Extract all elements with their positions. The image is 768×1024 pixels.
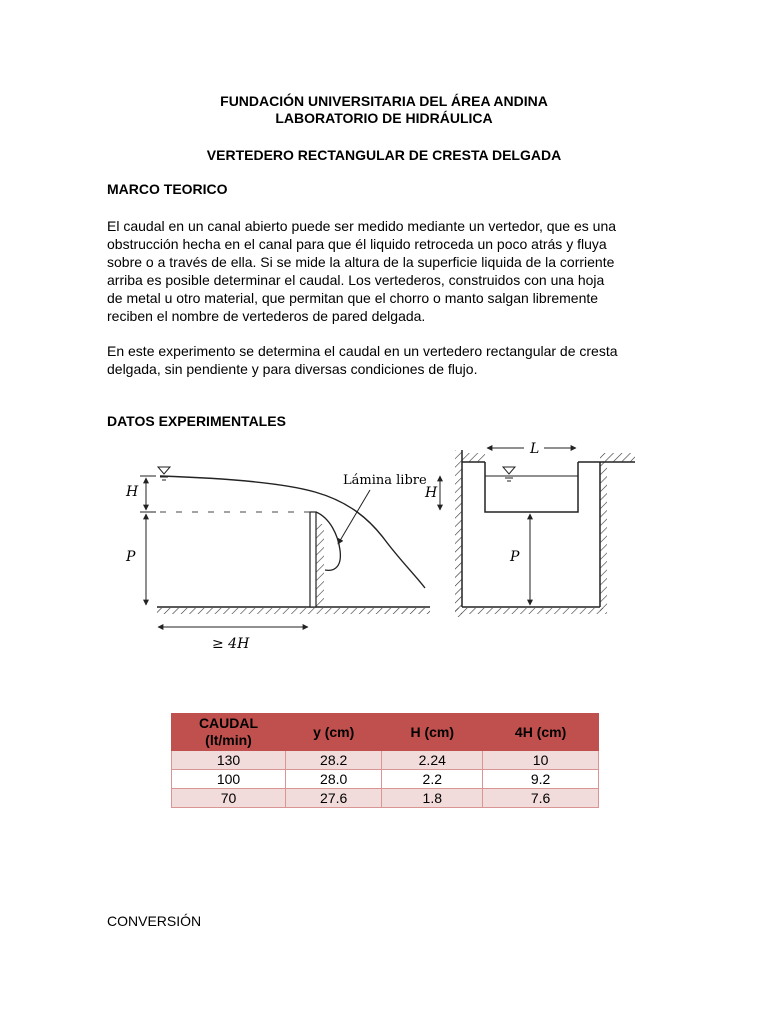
table-row xyxy=(172,789,599,808)
table-header-row xyxy=(172,714,599,751)
table-cell: 2.24 xyxy=(382,751,483,770)
marco-paragraph-1 xyxy=(107,217,667,325)
table-cell: 9.2 xyxy=(483,770,599,789)
text-line: reciben el nombre de vertederos de pared delgada. xyxy=(107,308,426,324)
institution-title: FUNDACIÓN UNIVERSITARIA DEL ÁREA ANDINA xyxy=(220,93,548,109)
label-lamina-libre: Lámina libre xyxy=(343,473,427,488)
table-cell: 27.6 xyxy=(286,789,382,808)
table-cell: 130 xyxy=(172,751,286,770)
table-cell: 28.0 xyxy=(286,770,382,789)
table-cell: 70 xyxy=(172,789,286,808)
table-cell: 7.6 xyxy=(483,789,599,808)
lab-title: LABORATORIO DE HIDRÁULICA xyxy=(275,110,493,126)
label-h2: H xyxy=(425,485,438,501)
water-level-icon xyxy=(503,467,515,474)
marco-paragraph-2 xyxy=(107,342,667,378)
column-header: y (cm) xyxy=(286,714,382,751)
table-cell: 100 xyxy=(172,770,286,789)
table-cell: 2.2 xyxy=(382,770,483,789)
text-line: El caudal en un canal abierto puede ser medido mediante un vertedor, que es una xyxy=(107,218,617,234)
weir-hatch xyxy=(316,524,324,607)
text-line: de metal u otro material, que permitan que el chorro o manto salgan libremente xyxy=(107,290,599,306)
label-l: L xyxy=(530,441,540,457)
document-title: VERTEDERO RECTANGULAR DE CRESTA DELGADA xyxy=(206,147,562,163)
weir-diagram xyxy=(100,440,645,655)
experimental-data-table xyxy=(171,713,599,808)
table-row xyxy=(172,770,599,789)
text-line: sobre o a través de ella. Si se mide la altura de la superficie liquida de la corriente xyxy=(107,254,615,270)
label-h: H xyxy=(126,484,139,500)
table-cell: 28.2 xyxy=(286,751,382,770)
column-header: 4H (cm) xyxy=(483,714,599,751)
side-view xyxy=(125,467,430,652)
front-view xyxy=(424,440,635,617)
lamina-pointer xyxy=(338,490,370,544)
water-level-icon xyxy=(158,467,170,474)
text-line: arriba es posible determinar el caudal. Los vertederos, construidos con una hoja xyxy=(107,272,605,288)
text-line: En este experimento se determina el caudal en un vertedero rectangular de cresta xyxy=(107,343,618,359)
column-header: CAUDAL (lt/min) xyxy=(172,714,286,751)
table-row xyxy=(172,751,599,770)
label-p2: P xyxy=(510,549,520,565)
label-p: P xyxy=(126,549,136,565)
water-surface xyxy=(160,476,425,588)
table-cell: 1.8 xyxy=(382,789,483,808)
label-4h: ≥ 4H xyxy=(212,636,250,652)
column-header: H (cm) xyxy=(382,714,483,751)
table-cell: 10 xyxy=(483,751,599,770)
conversion-heading: CONVERSIÓN xyxy=(107,913,202,929)
bottom-hatch xyxy=(157,608,430,614)
text-line: delgada, sin pendiente y para diversas condiciones de flujo. xyxy=(107,361,478,377)
weir-plate xyxy=(310,512,316,607)
datos-experimentales-heading: DATOS EXPERIMENTALES xyxy=(107,413,286,429)
marco-teorico-heading: MARCO TEORICO xyxy=(107,181,228,197)
rectangular-notch xyxy=(485,462,578,512)
text-line: obstrucción hecha en el canal para que él liquido retroceda un poco atrás y fluya xyxy=(107,236,607,252)
